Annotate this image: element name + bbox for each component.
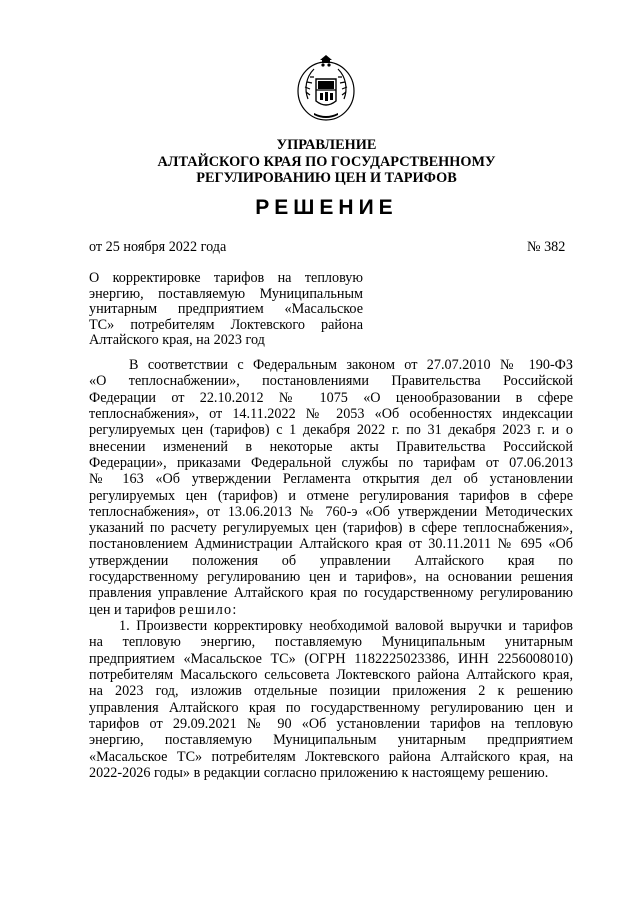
body-line: регулируемых цен (тарифов) с 1 декабря 2022 г. по 31 декабря 2023 г. и о <box>89 422 573 439</box>
body-line: энергию, поставляемую Муниципальным унитарным предприятием <box>89 732 573 749</box>
document-type-title: РЕШЕНИЕ <box>255 196 398 219</box>
subject-line: Алтайского края, на 2023 год <box>89 332 265 349</box>
resolve-line <box>89 602 573 618</box>
body-line: В соответствии с Федеральным законом от 27.07.2010 № 190-ФЗ <box>129 357 573 373</box>
decision-number: № 382 <box>527 239 566 255</box>
decision-body <box>89 357 573 781</box>
preamble-paragraph <box>89 357 573 618</box>
body-line: утверждении положения об управлении Алтайского края по <box>89 552 573 569</box>
body-line: на тепловую энергию, поставляемую Муниципальным унитарным <box>89 634 573 651</box>
body-line: внесении изменений в некоторые акты Правительства Российской <box>89 438 573 455</box>
subject-line: ТС» потребителям Локтевского района <box>89 316 363 333</box>
body-line: «О теплоснабжении», постановлениями Правительства Российской <box>89 373 573 390</box>
agency-line: РЕГУЛИРОВАНИЮ ЦЕН И ТАРИФОВ <box>196 170 457 186</box>
body-line: 1. Произвести корректировку необходимой валовой выручки и тарифов <box>119 618 573 634</box>
subject-line: унитарным предприятием «Масальское <box>89 301 363 318</box>
body-line: потребителям Масальского сельсовета Локтевского района Алтайского края, <box>89 666 573 683</box>
resolve-prefix: цен и тарифов <box>89 601 180 618</box>
body-line: «Масальское ТС» потребителям Локтевского района Алтайского края, на <box>89 748 573 765</box>
issuing-agency <box>120 137 533 187</box>
body-line: теплоснабжения», от 14.11.2022 № 2053 «Об особенностях индексации <box>89 405 573 422</box>
body-line: регулируемых цен (тарифов) и отмене регулирования тарифов в сфере <box>89 487 573 504</box>
body-line: на 2023 год, изложив отдельные позиции приложения 2 к решению <box>89 683 573 700</box>
body-line: тарифов от 29.09.2021 № 90 «Об установлении тарифов на тепловую <box>89 715 573 732</box>
subject-line: энергию, поставляемую Муниципальным <box>89 285 363 302</box>
body-line: указаний по расчету регулируемых цен (тарифов) в сфере теплоснабжения», <box>89 520 573 537</box>
item-1-paragraph <box>89 618 573 781</box>
agency-line: АЛТАЙСКОГО КРАЯ ПО ГОСУДАРСТВЕННОМУ <box>157 153 496 170</box>
decision-subject <box>89 271 363 349</box>
body-line: Федерации», приказами Федеральной службы по тарифам от 07.06.2013 <box>89 454 573 471</box>
body-line: теплоснабжения», от 13.06.2013 № 760-э «Об утверждении Методических <box>89 503 573 520</box>
body-line: Федерации от 22.10.2012 № 1075 «О ценообразовании в сфере <box>89 389 573 406</box>
body-line: 2022-2026 годы» в редакции согласно приложению к настоящему решению. <box>89 764 549 781</box>
decision-date: от 25 ноября 2022 года <box>89 239 227 255</box>
body-line: постановлением Администрации Алтайского края от 30.11.2011 № 695 «Об <box>89 536 573 553</box>
body-line: № 163 «Об утверждении Регламента открытия дел об установлении <box>89 471 573 488</box>
subject-line: О корректировке тарифов на тепловую <box>89 270 363 286</box>
body-line: государственному регулированию цен и тарифов», на основании решения <box>89 569 573 586</box>
body-line: правления управление Алтайского края по государственному регулированию <box>89 585 573 602</box>
body-line: управления Алтайского края по государственному регулированию цен и <box>89 699 573 716</box>
coat-of-arms-emblem <box>294 53 358 123</box>
body-line: предприятием «Масальское ТС» (ОГРН 1182225023386, ИНН 2256008010) <box>89 650 573 667</box>
agency-line: УПРАВЛЕНИЕ <box>276 137 377 153</box>
resolve-word: решило: <box>179 601 238 618</box>
